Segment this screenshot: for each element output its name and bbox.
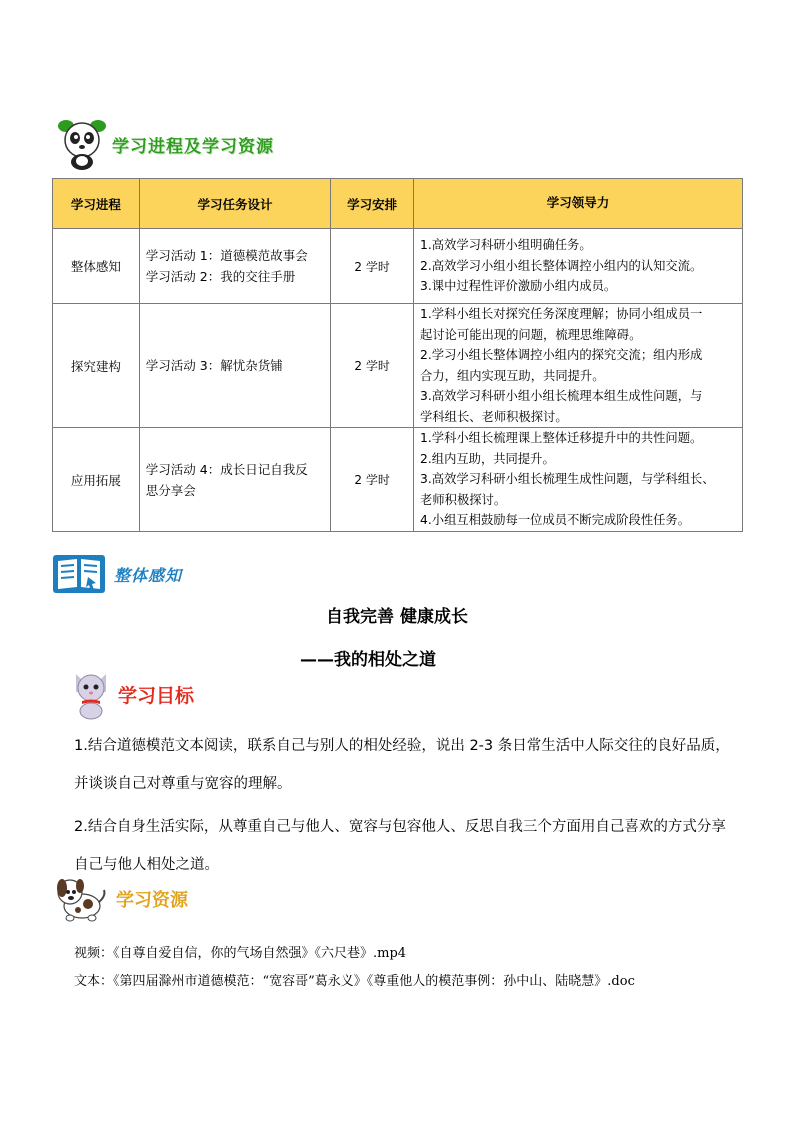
section-title: 整体感知 bbox=[114, 565, 183, 585]
table-row bbox=[53, 428, 743, 532]
section-header-overview bbox=[52, 553, 182, 595]
panda-icon bbox=[56, 116, 108, 172]
leadership-cell bbox=[414, 229, 743, 304]
leadership-cell bbox=[414, 304, 743, 428]
column-header: 学习领导力 bbox=[414, 179, 743, 229]
goal-paragraph: 2.结合自身生活实际，从尊重自己与他人、宽容与包容他人、反思自我三个方面用自己喜欢的方式分享自己与他人相处之道。 bbox=[74, 819, 726, 873]
leadership-cell bbox=[414, 428, 743, 532]
leadership-item: 合力，组内实现互助，共同提升。 bbox=[420, 368, 605, 383]
time-cell: 2 学时 bbox=[331, 229, 414, 304]
main-title: 自我完善 健康成长 bbox=[326, 607, 468, 627]
learning-plan-table bbox=[52, 178, 743, 532]
column-header: 学习进程 bbox=[53, 179, 140, 229]
goal-paragraph: 1.结合道德模范文本阅读，联系自己与别人的相处经验，说出 2-3 条日常生活中人际交往的良好品质，并谈谈自己对尊重与宽容的理解。 bbox=[74, 738, 730, 792]
column-header: 学习安排 bbox=[331, 179, 414, 229]
table-row bbox=[53, 304, 743, 428]
sub-title: ——我的相处之道 bbox=[300, 650, 436, 670]
tasks-cell bbox=[139, 229, 330, 304]
stage-cell: 应用拓展 bbox=[53, 428, 140, 532]
leadership-item: 4.小组互相鼓励每一位成员不断完成阶段性任务。 bbox=[420, 513, 691, 528]
time-cell: 2 学时 bbox=[331, 304, 414, 428]
dog-icon bbox=[52, 872, 108, 926]
leadership-item: 学科组长、老师积极探讨。 bbox=[420, 409, 568, 424]
table-row bbox=[53, 229, 743, 304]
task-item: 思分享会 bbox=[145, 482, 196, 498]
stage-cell: 探究建构 bbox=[53, 304, 140, 428]
leadership-item: 1.学科小组长对探究任务深度理解；协同小组成员一 bbox=[420, 307, 703, 321]
task-item: 学习活动 1：道德模范故事会 bbox=[145, 248, 308, 263]
book-icon bbox=[52, 553, 106, 595]
leadership-item: 1.高效学习科研小组明确任务。 bbox=[420, 238, 592, 253]
leadership-item: 2.组内互助，共同提升。 bbox=[420, 451, 555, 466]
resource-line: 文本：《第四届滁州市道德模范：“宽容哥”葛永义》《尊重他人的模范事例：孙中山、陆晓慧》.doc bbox=[74, 974, 635, 989]
section-title: 学习资源 bbox=[116, 890, 188, 911]
resource-line: 视频：《自尊自爱自信，你的气场自然强》《六尺巷》.mp4 bbox=[74, 946, 407, 961]
leadership-item: 2.高效学习小组小组长整体调控小组内的认知交流。 bbox=[420, 258, 703, 273]
leadership-item: 3.高效学习科研小组小组长梳理本组生成性问题，与 bbox=[420, 389, 703, 403]
section-title: 学习进程及学习资源 bbox=[112, 136, 274, 157]
task-item: 学习活动 4：成长日记自我反 bbox=[145, 461, 308, 477]
table-header-row bbox=[53, 179, 743, 229]
section-header-progress bbox=[56, 115, 274, 173]
leadership-item: 2.学习小组长整体调控小组内的探究交流；组内形成 bbox=[420, 348, 703, 362]
section-header-resources bbox=[52, 872, 188, 926]
leadership-item: 起讨论可能出现的问题，梳理思维障碍。 bbox=[420, 327, 642, 342]
stage-cell: 整体感知 bbox=[53, 229, 140, 304]
section-header-goals bbox=[70, 668, 194, 720]
leadership-item: 老师积极探讨。 bbox=[420, 492, 507, 507]
leadership-item: 3.高效学习科研小组长梳理生成性问题，与学科组长、 bbox=[420, 472, 715, 487]
leadership-item: 3.课中过程性评价激励小组内成员。 bbox=[420, 279, 617, 294]
tasks-cell bbox=[139, 304, 330, 428]
column-header: 学习任务设计 bbox=[139, 179, 330, 229]
cat-icon bbox=[70, 668, 112, 720]
leadership-item: 1.学科小组长梳理课上整体迁移提升中的共性问题。 bbox=[420, 431, 703, 446]
tasks-cell bbox=[139, 428, 330, 532]
section-title: 学习目标 bbox=[118, 684, 195, 707]
task-item: 学习活动 3：解忧杂货铺 bbox=[145, 358, 283, 373]
task-item: 学习活动 2：我的交往手册 bbox=[145, 269, 296, 284]
time-cell: 2 学时 bbox=[331, 428, 414, 532]
